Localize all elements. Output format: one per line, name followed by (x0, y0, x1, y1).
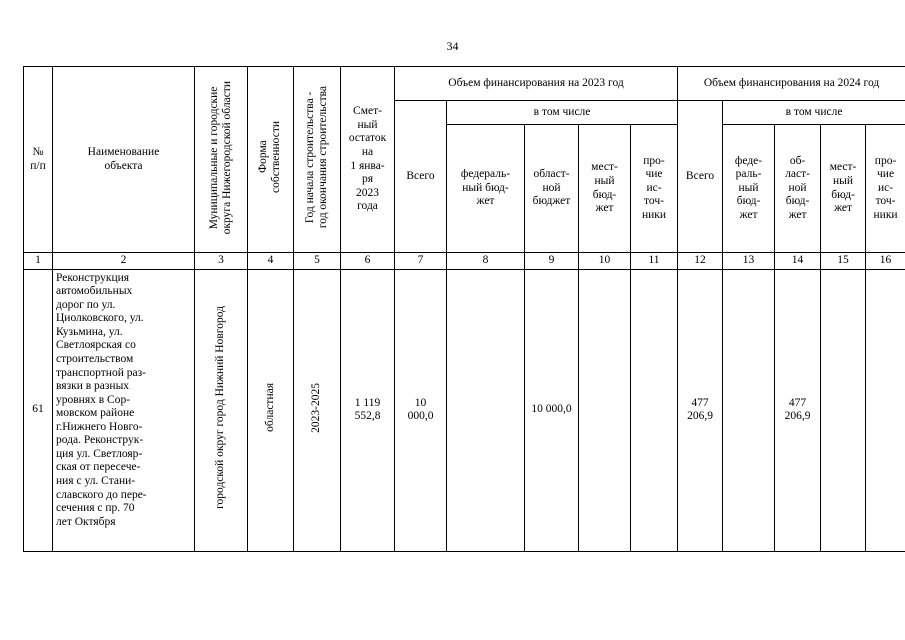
row-object-name: Реконструкция автомобильных дорог по ул. Циолковского, ул. Кузьмина, ул. Светлоярская со строительством транспортной раз- вязки в разных уровнях в Сор- мовском районе г.Нижнего Новго- рода. Реконструк- ция ул. Светлояр- ская от пересече- ния с ул. Стани- славского до пере- сечения с пр. 70 лет Октября (53, 269, 195, 551)
header-funding-2024: Объем финансирования на 2024 год (678, 67, 905, 101)
row-regional-2023: 10 000,0 (525, 269, 579, 551)
header-municipality-text: Муниципальные и городские округа Нижегородской области (207, 80, 233, 234)
header-remainder: Смет- ный остаток на 1 янва- ря 2023 года (341, 67, 395, 253)
column-number: 12 (678, 253, 723, 270)
header-regional-2023: област- ной бюджет (525, 125, 579, 253)
column-number: 8 (447, 253, 525, 270)
header-federal-2023: федераль- ный бюд- жет (447, 125, 525, 253)
row-ownership-text: областная (263, 383, 276, 433)
row-other-2024 (866, 269, 905, 551)
row-other-2023 (631, 269, 678, 551)
row-remainder: 1 119 552,8 (341, 269, 395, 551)
header-local-2024: мест- ный бюд- жет (821, 125, 866, 253)
row-federal-2023 (447, 269, 525, 551)
column-number: 14 (775, 253, 821, 270)
row-total-2023: 10 000,0 (395, 269, 447, 551)
column-number: 4 (248, 253, 294, 270)
header-other-2023: про- чие ис- точ- ники (631, 125, 678, 253)
table-row (24, 269, 905, 551)
header-ownership (248, 67, 294, 253)
header-total-2024: Всего (678, 101, 723, 253)
header-regional-2024: об- ласт- ной бюд- жет (775, 125, 821, 253)
column-number: 9 (525, 253, 579, 270)
row-ownership (248, 269, 294, 551)
row-regional-2024: 477 206,9 (775, 269, 821, 551)
header-ownership-text: Форма собственности (257, 121, 283, 194)
column-number: 3 (195, 253, 248, 270)
header-name: Наименование объекта (53, 67, 195, 253)
row-years-text: 2023-2025 (310, 382, 323, 433)
column-number: 15 (821, 253, 866, 270)
header-local-2023: мест- ный бюд- жет (579, 125, 631, 253)
column-number: 2 (53, 253, 195, 270)
column-number-row (24, 253, 905, 270)
row-local-2023 (579, 269, 631, 551)
header-other-2024: про- чие ис- точ- ники (866, 125, 905, 253)
row-municipality-text: городской округ город Нижний Новгород (214, 306, 227, 510)
column-number: 11 (631, 253, 678, 270)
row-federal-2024 (723, 269, 775, 551)
row-years (294, 269, 341, 551)
header-including-2024: в том числе (723, 101, 905, 125)
header-federal-2024: феде- раль- ный бюд- жет (723, 125, 775, 253)
column-number: 16 (866, 253, 905, 270)
header-years-text: Год начала строительства - год окончания строительства (303, 86, 329, 229)
column-number: 10 (579, 253, 631, 270)
column-number: 6 (341, 253, 395, 270)
row-municipality (195, 269, 248, 551)
row-local-2024 (821, 269, 866, 551)
column-number: 1 (24, 253, 53, 270)
header-including-2023: в том числе (447, 101, 678, 125)
column-number: 5 (294, 253, 341, 270)
column-number: 7 (395, 253, 447, 270)
page-number: 34 (446, 39, 459, 53)
row-no: 61 (24, 269, 53, 551)
row-total-2024: 477 206,9 (678, 269, 723, 551)
column-number: 13 (723, 253, 775, 270)
header-no: № п/п (24, 67, 53, 253)
header-total-2023: Всего (395, 101, 447, 253)
header-years (294, 67, 341, 253)
header-funding-2023: Объем финансирования на 2023 год (395, 67, 678, 101)
header-municipality (195, 67, 248, 253)
funding-table (23, 66, 905, 552)
